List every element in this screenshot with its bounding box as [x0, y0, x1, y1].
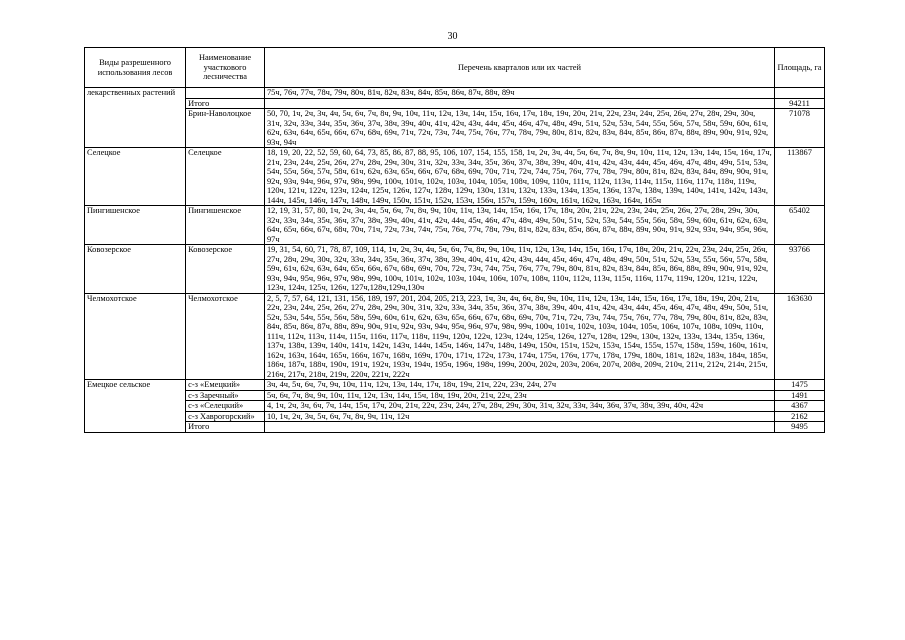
district-cell [186, 88, 265, 99]
header-district: Наименование участкового лесничества [186, 48, 265, 88]
table-row [85, 390, 825, 401]
district-cell: Пингишенское [186, 206, 265, 245]
table-row [85, 401, 825, 412]
subtotal-area: 94211 [774, 98, 824, 109]
forestry-cell: Селецкое [85, 148, 186, 206]
quarters-cell: 12, 19, 31, 57, 80, 1ч, 2ч, 3ч, 4ч, 5ч, 6ч, 7ч, 8ч, 9ч, 10ч, 11ч, 13ч, 14ч, 15ч, 16ч, 17ч, 18ч, 20ч, 21ч, 22ч, 23ч, 24ч, 25ч, 26ч, 27ч, 28ч, 29ч, 30ч, 32ч, 33ч, 34ч, 35ч, 36ч, 37ч, 38ч, 39ч, 40ч, 41ч, 42ч, 44ч, 45ч, 46ч, 47ч, 48ч, 49ч, 50ч, 51ч, 52ч, 53ч, 54ч, 55ч, 56ч, 58ч, 59ч, 60ч, 61ч, 62ч, 63ч, 64ч, 65ч, 66ч, 67ч, 68ч, 70ч, 71ч, 72ч, 73ч, 74ч, 75ч, 76ч, 77ч, 78ч, 79ч, 81ч, 82ч, 83ч, 85ч, 86ч, 87ч, 88ч, 89ч, 90ч, 91ч, 92ч, 93ч, 94ч, 95ч, 96ч, 97ч [264, 206, 774, 245]
area-cell: 65402 [774, 206, 824, 245]
quarters-cell: 2, 5, 7, 57, 64, 121, 131, 156, 189, 197, 201, 204, 205, 213, 223, 1ч, 3ч, 4ч, 6ч, 8ч, 9ч, 10ч, 11ч, 12ч, 13ч, 14ч, 15ч, 16ч, 17ч, 18ч, 19ч, 20ч, 21ч, 22ч, 23ч, 24ч, 25ч, 26ч, 27ч, 28ч, 29ч, 30ч, 31ч, 32ч, 33ч, 34ч, 35ч, 36ч, 37ч, 38ч, 39ч, 40ч, 41ч, 42ч, 43ч, 44ч, 45ч, 46ч, 47ч, 48ч, 49ч, 50ч, 51ч, 52ч, 53ч, 54ч, 55ч, 56ч, 58ч, 59ч, 60ч, 61ч, 62ч, 63ч, 65ч, 66ч, 67ч, 68ч, 69ч, 70ч, 71ч, 72ч, 73ч, 74ч, 75ч, 76ч, 77ч, 78ч, 79ч, 80ч, 81ч, 82ч, 83ч, 84ч, 85ч, 86ч, 87ч, 88ч, 89ч, 90ч, 91ч, 92ч, 93ч, 94ч, 95ч, 96ч, 97ч, 98ч, 99ч, 100ч, 101ч, 102ч, 103ч, 104ч, 105ч, 106ч, 107ч, 108ч, 109ч, 110ч, 111ч, 112ч, 113ч, 114ч, 115ч, 116ч, 117ч, 118ч, 119ч, 120ч, 122ч, 123ч, 124ч, 125ч, 126ч, 127ч, 128ч, 129ч, 130ч, 132ч, 133ч, 134ч, 135ч, 136ч, 137ч, 138ч, 139ч, 140ч, 141ч, 142ч, 143ч, 144ч, 145ч, 146ч, 147ч, 148ч, 149ч, 150ч, 151ч, 152ч, 153ч, 154ч, 155ч, 157ч, 158ч, 159ч, 160ч, 161ч, 162ч, 163ч, 164ч, 165ч, 166ч, 167ч, 168ч, 169ч, 170ч, 171ч, 172ч, 173ч, 174ч, 175ч, 176ч, 177ч, 178ч, 179ч, 180ч, 181ч, 182ч, 183ч, 184ч, 185ч, 186ч, 187ч, 188ч, 190ч, 191ч, 192ч, 193ч, 194ч, 195ч, 196ч, 198ч, 199ч, 200ч, 202ч, 203ч, 206ч, 207ч, 208ч, 209ч, 210ч, 211ч, 212ч, 214ч, 215ч, 216ч, 217ч, 218ч, 219ч, 220ч, 221ч, 222ч [264, 293, 774, 380]
header-quarters: Перечень кварталов или их частей [264, 48, 774, 88]
district-cell: с-з «Емецкий» [186, 380, 265, 391]
land-use-cell: лекарственных растений [85, 88, 186, 148]
quarters-cell [264, 422, 774, 433]
forestry-cell: Ковозерское [85, 245, 186, 294]
area-cell: 93766 [774, 245, 824, 294]
subtotal-row [85, 422, 825, 433]
area-cell: 2162 [774, 411, 824, 422]
table-row [85, 380, 825, 391]
quarters-cell: 19, 31, 54, 60, 71, 78, 87, 109, 114, 1ч, 2ч, 3ч, 4ч, 5ч, 6ч, 7ч, 8ч, 9ч, 10ч, 11ч, 12ч, 13ч, 14ч, 15ч, 16ч, 17ч, 18ч, 20ч, 21ч, 22ч, 23ч, 24ч, 25ч, 26ч, 27ч, 28ч, 29ч, 30ч, 32ч, 33ч, 34ч, 35ч, 36ч, 37ч, 38ч, 39ч, 40ч, 41ч, 42ч, 43ч, 44ч, 45ч, 46ч, 47ч, 48ч, 49ч, 50ч, 51ч, 52ч, 53ч, 55ч, 56ч, 57ч, 58ч, 59ч, 61ч, 62ч, 63ч, 64ч, 65ч, 66ч, 67ч, 68ч, 69ч, 70ч, 72ч, 73ч, 74ч, 75ч, 76ч, 77ч, 79ч, 80ч, 81ч, 82ч, 83ч, 84ч, 85ч, 86ч, 88ч, 89ч, 90ч, 91ч, 92ч, 93ч, 94ч, 95ч, 96ч, 97ч, 98ч, 99ч, 100ч, 101ч, 102ч, 103ч, 104ч, 106ч, 107ч, 108ч, 110ч, 112ч, 113ч, 115ч, 116ч, 117ч, 119ч, 120ч, 121ч, 122ч, 123ч, 124ч, 125ч, 126ч, 127ч,128ч,129ч,130ч [264, 245, 774, 294]
quarters-cell: 18, 19, 20, 22, 52, 59, 60, 64, 73, 85, 86, 87, 88, 95, 106, 107, 154, 155, 158, 1ч, 2ч, 3ч, 4ч, 5ч, 6ч, 7ч, 8ч, 9ч, 10ч, 11ч, 12ч, 13ч, 14ч, 15ч, 16ч, 17ч, 21ч, 23ч, 24ч, 25ч, 26ч, 27ч, 28ч, 29ч, 30ч, 31ч, 32ч, 33ч, 34ч, 35ч, 36ч, 37ч, 38ч, 39ч, 40ч, 41ч, 42ч, 43ч, 44ч, 45ч, 46ч, 47ч, 48ч, 49ч, 51ч, 53ч, 54ч, 55ч, 56ч, 57ч, 58ч, 61ч, 62ч, 63ч, 65ч, 66ч, 67ч, 68ч, 69ч, 70ч, 71ч, 72ч, 74ч, 75ч, 76ч, 77ч, 78ч, 79ч, 80ч, 81ч, 82ч, 83ч, 84ч, 89ч, 90ч, 91ч, 92ч, 93ч, 94ч, 96ч, 97ч, 98ч, 99ч, 100ч, 101ч, 102ч, 103ч, 104ч, 105ч, 108ч, 109ч, 110ч, 111ч, 112ч, 113ч, 114ч, 115ч, 116ч, 117ч, 118ч, 119ч, 120ч, 121ч, 122ч, 123ч, 124ч, 125ч, 126ч, 127ч, 128ч, 129ч, 130ч, 131ч, 132ч, 133ч, 134ч, 135ч, 136ч, 137ч, 138ч, 139ч, 140ч, 141ч, 142ч, 143ч, 144ч, 145ч, 146ч, 147ч, 148ч, 149ч, 150ч, 151ч, 152ч, 153ч, 156ч, 157ч, 159ч, 160ч, 161ч, 162ч, 163ч, 164ч, 165ч [264, 148, 774, 206]
quarters-cell: 75ч, 76ч, 77ч, 78ч, 79ч, 80ч, 81ч, 82ч, 83ч, 84ч, 85ч, 86ч, 87ч, 88ч, 89ч [264, 88, 774, 99]
area-cell: 1491 [774, 390, 824, 401]
subtotal-label: Итого [186, 98, 265, 109]
table-row [85, 109, 825, 148]
quarters-cell: 10, 1ч, 2ч, 3ч, 5ч, 6ч, 7ч, 8ч, 9ч, 11ч, 12ч [264, 411, 774, 422]
table-row [85, 245, 825, 294]
district-cell: Ковозерское [186, 245, 265, 294]
quarters-table [84, 47, 825, 433]
header-land-use: Виды разрешенного использования лесов [85, 48, 186, 88]
quarters-cell: 5ч, 6ч, 7ч, 8ч, 9ч, 10ч, 11ч, 12ч, 13ч, 14ч, 15ч, 18ч, 19ч, 20ч, 21ч, 22ч, 23ч [264, 390, 774, 401]
table-row [85, 88, 825, 99]
quarters-cell [264, 98, 774, 109]
area-cell: 71078 [774, 109, 824, 148]
page-number: 30 [447, 31, 458, 42]
area-cell: 113867 [774, 148, 824, 206]
subtotal-row [85, 98, 825, 109]
quarters-cell: 4, 1ч, 2ч, 3ч, 6ч, 7ч, 14ч, 15ч, 17ч, 20ч, 21ч, 22ч, 23ч, 24ч, 27ч, 28ч, 29ч, 30ч, 31ч, 32ч, 33ч, 34ч, 36ч, 37ч, 38ч, 39ч, 40ч, 42ч [264, 401, 774, 412]
district-cell: с-з Заречный» [186, 390, 265, 401]
table-row [85, 206, 825, 245]
area-cell: 4367 [774, 401, 824, 412]
district-cell: с-з Хаврогорский» [186, 411, 265, 422]
district-cell: Селецкое [186, 148, 265, 206]
subtotal-area: 9495 [774, 422, 824, 433]
table-header-row [85, 48, 825, 88]
forestry-cell: Челмохотское [85, 293, 186, 380]
forestry-cell: Емецкое сельское [85, 380, 186, 433]
forestry-cell: Брин-Наволоцкое [186, 109, 265, 148]
header-area: Площадь, га [774, 48, 824, 88]
area-cell: 163630 [774, 293, 824, 380]
table-row [85, 411, 825, 422]
quarters-cell: 50, 70, 1ч, 2ч, 3ч, 4ч, 5ч, 6ч, 7ч, 8ч, 9ч, 10ч, 11ч, 12ч, 13ч, 14ч, 15ч, 16ч, 17ч, 18ч, 19ч, 20ч, 21ч, 22ч, 23ч, 24ч, 25ч, 26ч, 27ч, 28ч, 29ч, 30ч, 31ч, 32ч, 33ч, 34ч, 35ч, 36ч, 37ч, 38ч, 39ч, 40ч, 41ч, 42ч, 43ч, 44ч, 45ч, 46ч, 47ч, 48ч, 49ч, 51ч, 52ч, 53ч, 54ч, 55ч, 56ч, 57ч, 58ч, 59ч, 60ч, 61ч, 62ч, 63ч, 64ч, 65ч, 66ч, 67ч, 68ч, 69ч, 71ч, 72ч, 73ч, 74ч, 75ч, 76ч, 77ч, 78ч, 79ч, 80ч, 81ч, 82ч, 83ч, 84ч, 85ч, 86ч, 87ч, 88ч, 89ч, 90ч, 91ч, 92ч, 93ч, 94ч [264, 109, 774, 148]
table-row [85, 148, 825, 206]
forestry-cell: Пингишенское [85, 206, 186, 245]
area-cell: 1475 [774, 380, 824, 391]
district-cell: Челмохотское [186, 293, 265, 380]
table-row [85, 293, 825, 380]
district-cell: с-з «Селецкий» [186, 401, 265, 412]
subtotal-label: Итого [186, 422, 265, 433]
area-cell [774, 88, 824, 99]
quarters-cell: 3ч, 4ч, 5ч, 6ч, 7ч, 9ч, 10ч, 11ч, 12ч, 13ч, 14ч, 17ч, 18ч, 19ч, 21ч, 22ч, 23ч, 24ч, 27ч [264, 380, 774, 391]
